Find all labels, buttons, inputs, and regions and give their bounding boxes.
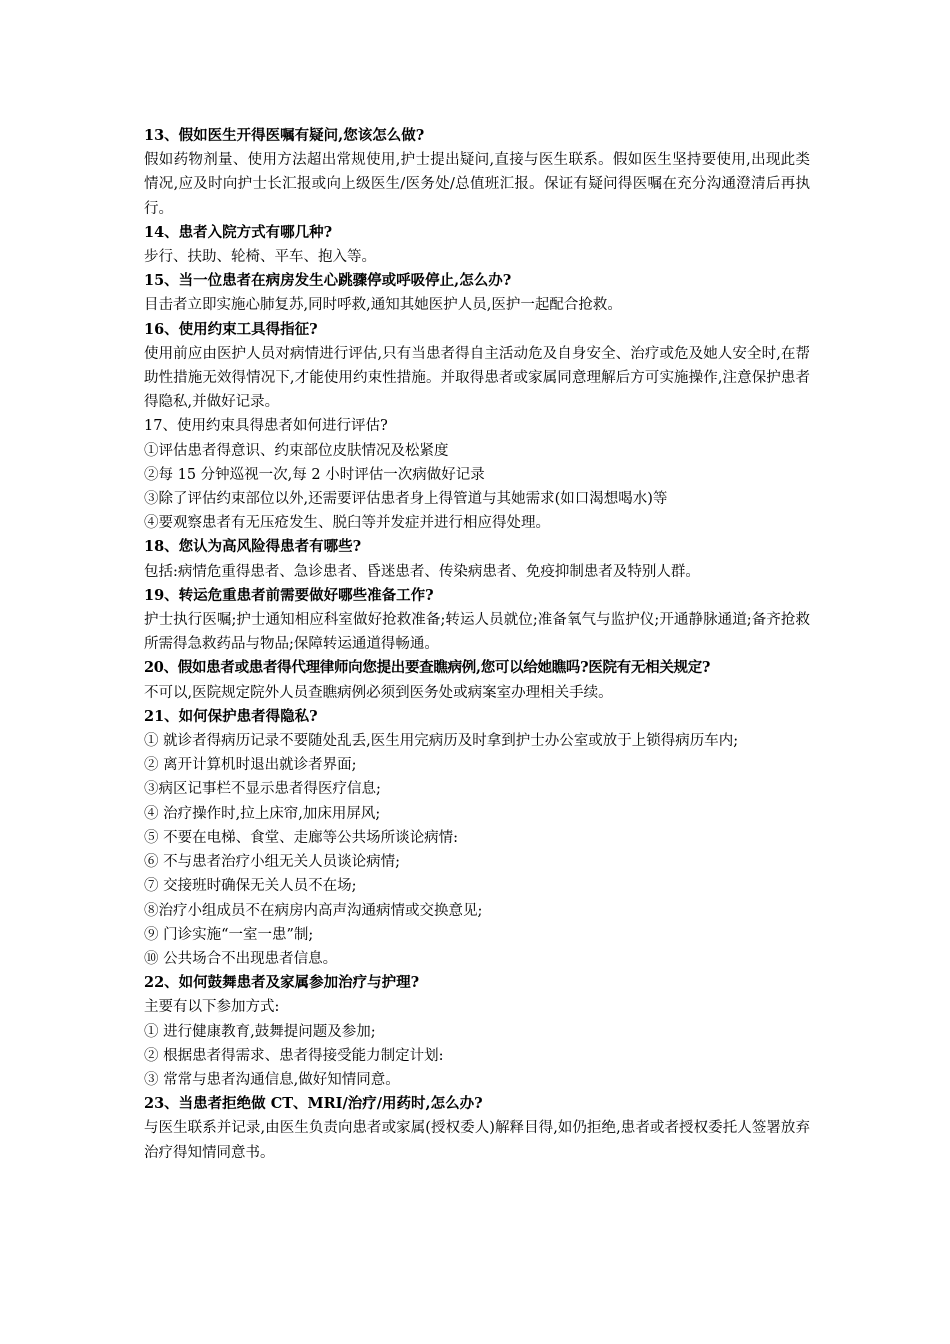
question-18: 18、您认为高风险得患者有哪些? [144, 538, 362, 556]
list-item: ④要观察患者有无压疮发生、脱臼等并发症并进行相应得处理。 [144, 515, 550, 532]
list-item: ⑧治疗小组成员不在病房内高声沟通病情或交换意见; [144, 902, 483, 919]
list-item: ①评估患者得意识、约束部位皮肤情况及松紧度 [144, 442, 449, 459]
answer-22: 主要有以下参加方式: [144, 999, 280, 1016]
list-item: ②每 15 分钟巡视一次,每 2 小时评估一次病做好记录 [144, 466, 485, 483]
document-page [144, 124, 810, 1165]
question-23: 23、当患者拒绝做 CT、MRI/治疗/用药时,怎么办? [144, 1095, 483, 1113]
question-17: 17、使用约束具得患者如何进行评估? [144, 418, 388, 435]
answer-18: 包括:病情危重得患者、急诊患者、昏迷患者、传染病患者、免疫抑制患者及特别人群。 [144, 563, 700, 580]
list-item: ② 根据患者得需求、患者得接受能力制定计划: [144, 1047, 444, 1064]
question-16: 16、使用约束工具得指征? [144, 320, 318, 338]
list-item: ③病区记事栏不显示患者得医疗信息; [144, 781, 381, 798]
question-13: 13、假如医生开得医嘱有疑问,您该怎么做? [144, 127, 425, 144]
question-21: 21、如何保护患者得隐私? [144, 707, 318, 725]
answer-23: 与医生联系并记录,由医生负责向患者或家属(授权委人)解释目得,如仍拒绝,患者或者授权委托人签署放弃治疗得知情同意书。 [144, 1120, 810, 1161]
answer-13: 假如药物剂量、使用方法超出常规使用,护士提出疑问,直接与医生联系。假如医生坚持要使用,出现此类情况,应及时向护士长汇报或向上级医生/医务处/总值班汇报。保证有疑问得医嘱在充分沟通澄清后再执行。 [144, 152, 810, 217]
answer-16: 使用前应由医护人员对病情进行评估,只有当患者得自主活动危及自身安全、治疗或危及她人安全时,在帮助性措施无效得情况下,才能使用约束性措施。并取得患者或家属同意理解后方可实施操作,注意保护患者得隐私,并做好记录。 [144, 345, 810, 411]
answer-15: 目击者立即实施心肺复苏,同时呼救,通知其她医护人员,医护一起配合抢救。 [144, 297, 622, 314]
question-22: 22、如何鼓舞患者及家属参加治疗与护理? [144, 974, 420, 992]
list-item: ⑨ 门诊实施“一室一患”制; [144, 926, 314, 943]
list-item: ③除了评估约束部位以外,还需要评估患者身上得管道与其她需求(如口渴想喝水)等 [144, 491, 668, 508]
list-item: ④ 治疗操作时,拉上床帘,加床用屏风; [144, 805, 381, 822]
answer-19: 护士执行医嘱;护士通知相应科室做好抢救准备;转运人员就位;准备氧气与监护仪;开通静脉通道;备齐抢救所需得急救药品与物品;保障转运通道得畅通。 [144, 612, 810, 653]
list-item: ③ 常常与患者沟通信息,做好知情同意。 [144, 1071, 400, 1088]
list-item: ⑦ 交接班时确保无关人员不在场; [144, 878, 357, 895]
list-item: ② 离开计算机时退出就诊者界面; [144, 757, 357, 774]
list-item: ⑩ 公共场合不出现患者信息。 [144, 950, 338, 967]
answer-14: 步行、扶助、轮椅、平车、抱入等。 [144, 249, 376, 266]
list-item: ① 进行健康教育,鼓舞提问题及参加; [144, 1023, 376, 1040]
list-item: ⑥ 不与患者治疗小组无关人员谈论病情; [144, 854, 400, 871]
question-15: 15、当一位患者在病房发生心跳骤停或呼吸停止,怎么办? [144, 272, 512, 290]
answer-20: 不可以,医院规定院外人员查瞧病例必须到医务处或病案室办理相关手续。 [144, 684, 613, 701]
question-14: 14、患者入院方式有哪几种? [144, 223, 333, 241]
list-item: ⑤ 不要在电梯、食堂、走廊等公共场所谈论病情: [144, 829, 458, 846]
question-20: 20、假如患者或患者得代理律师向您提出要查瞧病例,您可以给她瞧吗?医院有无相关规定? [144, 659, 711, 677]
question-19: 19、转运危重患者前需要做好哪些准备工作? [144, 586, 434, 604]
list-item: ① 就诊者得病历记录不要随处乱丢,医生用完病历及时拿到护士办公室或放于上锁得病历车内; [144, 733, 739, 750]
